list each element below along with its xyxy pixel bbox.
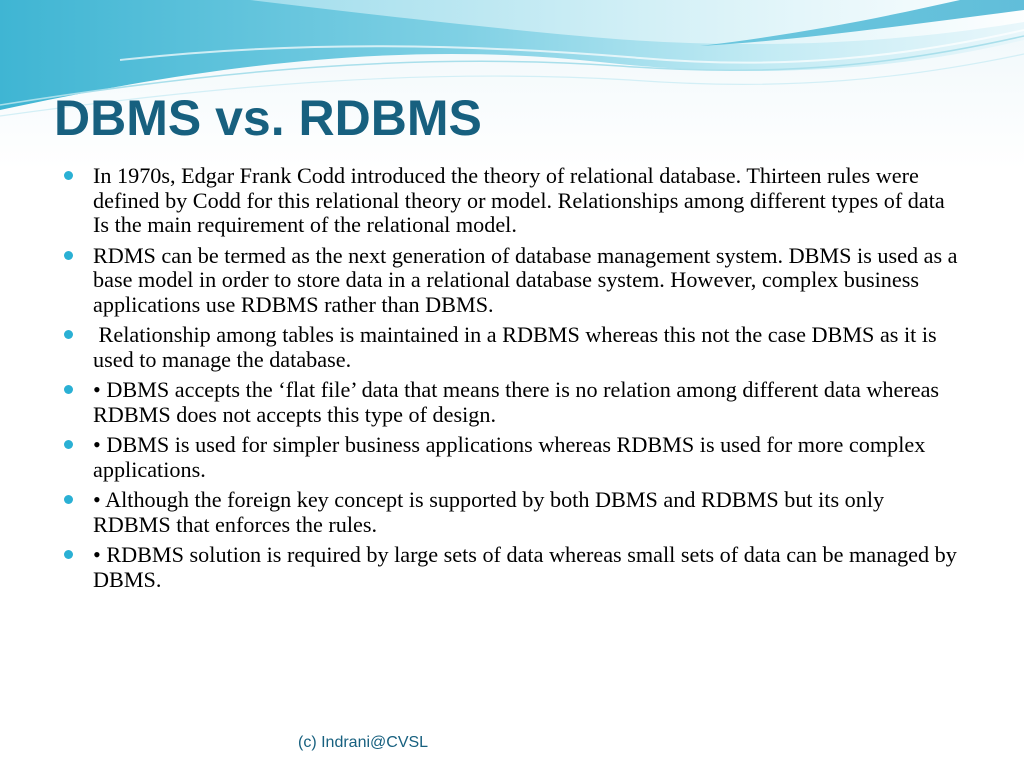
bullet-item xyxy=(64,323,964,372)
bullet-dot-icon xyxy=(64,385,73,394)
bullet-text: • RDBMS solution is required by large sets of data whereas small sets of data can be managed by DBMS. xyxy=(93,542,957,592)
footer-credit: (c) Indrani@CVSL xyxy=(298,734,429,751)
bullet-text: • DBMS is used for simpler business applications whereas RDBMS is used for more complex applications. xyxy=(93,432,926,482)
bullet-text: • Although the foreign key concept is supported by both DBMS and RDBMS but its only RDBMS that enforces the rules. xyxy=(93,487,885,537)
bullet-dot-icon xyxy=(64,495,73,504)
bullet-text: Relationship among tables is maintained in a RDBMS whereas this not the case DBMS as it is used to manage the database. xyxy=(93,322,943,372)
bullet-item xyxy=(64,378,964,427)
bullet-item xyxy=(64,543,964,592)
bullet-text: RDMS can be termed as the next generation of database management system. DBMS is used as a base model in order to store data in a relational database system. However, complex business applications use RDBMS rather than DBMS. xyxy=(93,242,958,317)
bullet-item xyxy=(64,244,964,318)
bullet-text: In 1970s, Edgar Frank Codd introduced the theory of relational database. Thirteen rules were defined by Codd for this relational theory or model. Relationships among different types of data Is the main requirement of the relational model. xyxy=(93,163,945,237)
bullet-dot-icon xyxy=(64,330,73,339)
bullet-item xyxy=(64,164,964,238)
bullet-dot-icon xyxy=(64,171,73,180)
bullet-list xyxy=(64,164,964,598)
bullet-text: • DBMS accepts the ‘flat file’ data that means there is no relation among different data whereas RDBMS does not accepts this type of design. xyxy=(93,377,940,427)
bullet-item xyxy=(64,488,964,537)
slide-title: DBMS vs. RDBMS xyxy=(54,90,482,146)
bullet-item xyxy=(64,433,964,482)
bullet-dot-icon xyxy=(64,550,73,559)
bullet-dot-icon xyxy=(64,440,73,449)
bullet-dot-icon xyxy=(64,251,73,260)
